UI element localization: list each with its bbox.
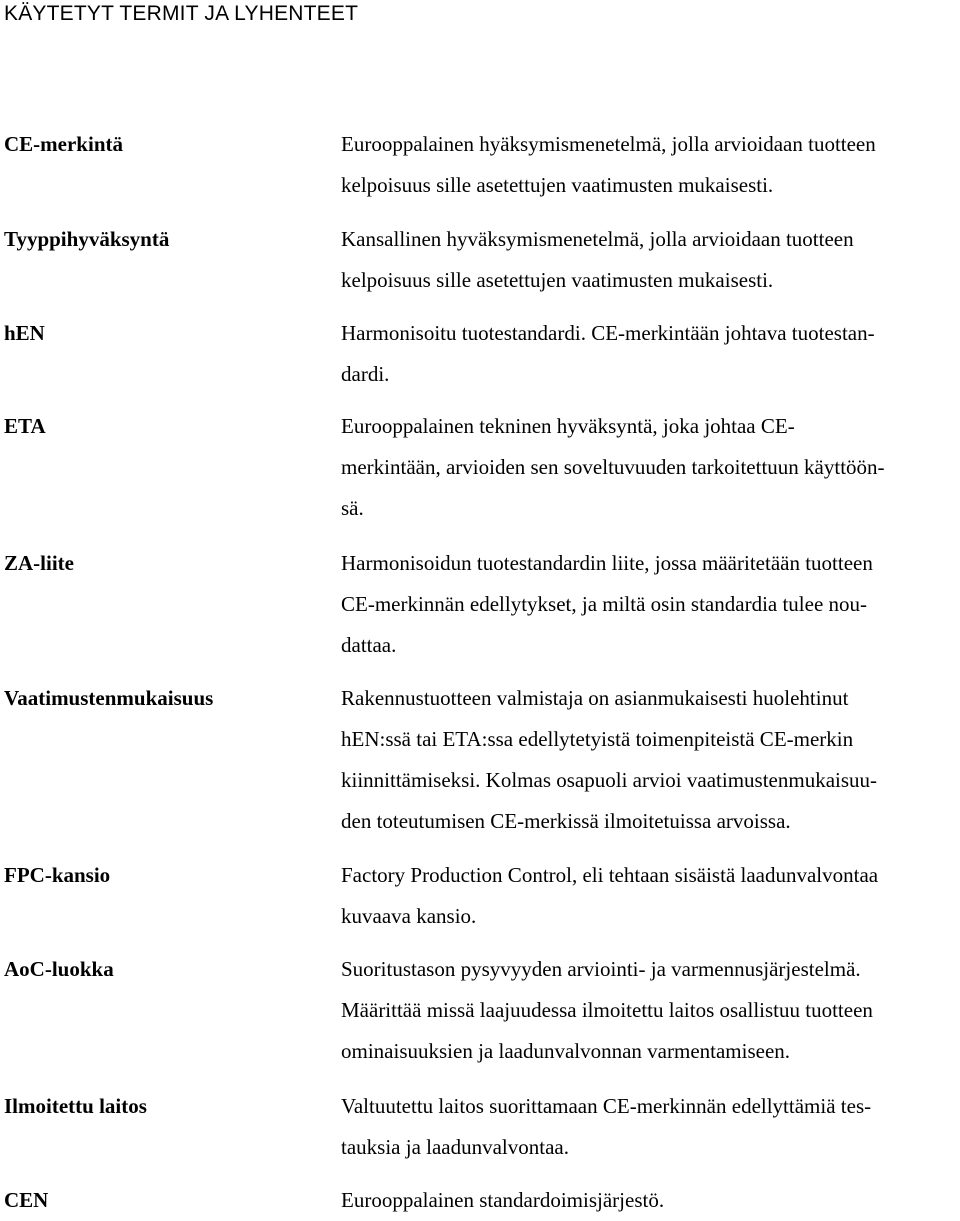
term: hEN: [4, 321, 45, 345]
definition-line: merkintään, arvioiden sen soveltuvuuden tarkoitettuun käyttöön-: [341, 455, 885, 479]
definition-line: Suoritustason pysyvyyden arviointi- ja varmennusjärjestelmä.: [341, 957, 861, 981]
term: FPC-kansio: [4, 863, 111, 887]
term: CEN: [4, 1188, 49, 1212]
definition-line: dattaa.: [341, 633, 397, 657]
definition-line: hEN:ssä tai ETA:ssa edellytetyistä toimenpiteistä CE-merkin: [341, 727, 854, 751]
definition: [341, 124, 957, 206]
definition-line: tauksia ja laadunvalvontaa.: [341, 1135, 569, 1159]
definition: [341, 219, 957, 301]
term: Vaatimustenmukaisuus: [4, 686, 214, 710]
definition-line: Eurooppalainen hyäksymismenetelmä, jolla arvioidaan tuotteen: [341, 132, 876, 156]
definition-line: ominaisuuksien ja laadunvalvonnan varmentamiseen.: [341, 1039, 791, 1063]
definition-line: kelpoisuus sille asetettujen vaatimusten mukaisesti.: [341, 173, 774, 197]
term: Ilmoitettu laitos: [4, 1094, 147, 1118]
definition: [341, 1086, 957, 1168]
definition-line: Harmonisoidun tuotestandardin liite, jossa määritetään tuotteen: [341, 551, 873, 575]
definition-line: den toteutumisen CE-merkissä ilmoitetuissa arvoissa.: [341, 809, 791, 833]
definition-line: sä.: [341, 496, 364, 520]
definition: [341, 678, 957, 842]
term: CE-merkintä: [4, 132, 123, 156]
definition-line: Kansallinen hyväksymismenetelmä, jolla arvioidaan tuotteen: [341, 227, 854, 251]
term: ETA: [4, 414, 46, 438]
definition: [341, 406, 957, 529]
definition-line: CE-merkinnän edellytykset, ja miltä osin standardia tulee nou-: [341, 592, 868, 616]
term: AoC-luokka: [4, 957, 114, 981]
definition-line: Eurooppalainen standardoimisjärjestö.: [341, 1188, 665, 1212]
page-title: KÄYTETYT TERMIT JA LYHENTEET: [4, 2, 359, 25]
definition-line: kuvaava kansio.: [341, 904, 477, 928]
definition: [341, 855, 957, 937]
term: Tyyppihyväksyntä: [4, 227, 170, 251]
definition-line: dardi.: [341, 362, 390, 386]
definition-line: Harmonisoitu tuotestandardi. CE-merkintään johtava tuotestan-: [341, 321, 875, 345]
term: ZA-liite: [4, 551, 74, 575]
definition: [341, 543, 957, 666]
definition-line: Eurooppalainen tekninen hyväksyntä, joka johtaa CE-: [341, 414, 795, 438]
definition-line: kiinnittämiseksi. Kolmas osapuoli arvioi vaatimustenmukaisuu-: [341, 768, 878, 792]
definition-line: Factory Production Control, eli tehtaan sisäistä laadunvalvontaa: [341, 863, 879, 887]
definition: [341, 313, 957, 395]
definition: [341, 949, 957, 1072]
definition-line: kelpoisuus sille asetettujen vaatimusten mukaisesti.: [341, 268, 774, 292]
definition: [341, 1180, 957, 1221]
definition-line: Määrittää missä laajuudessa ilmoitettu laitos osallistuu tuotteen: [341, 998, 873, 1022]
definition-line: Valtuutettu laitos suorittamaan CE-merkinnän edellyttämiä tes-: [341, 1094, 872, 1118]
definition-line: Rakennustuotteen valmistaja on asianmukaisesti huolehtinut: [341, 686, 849, 710]
